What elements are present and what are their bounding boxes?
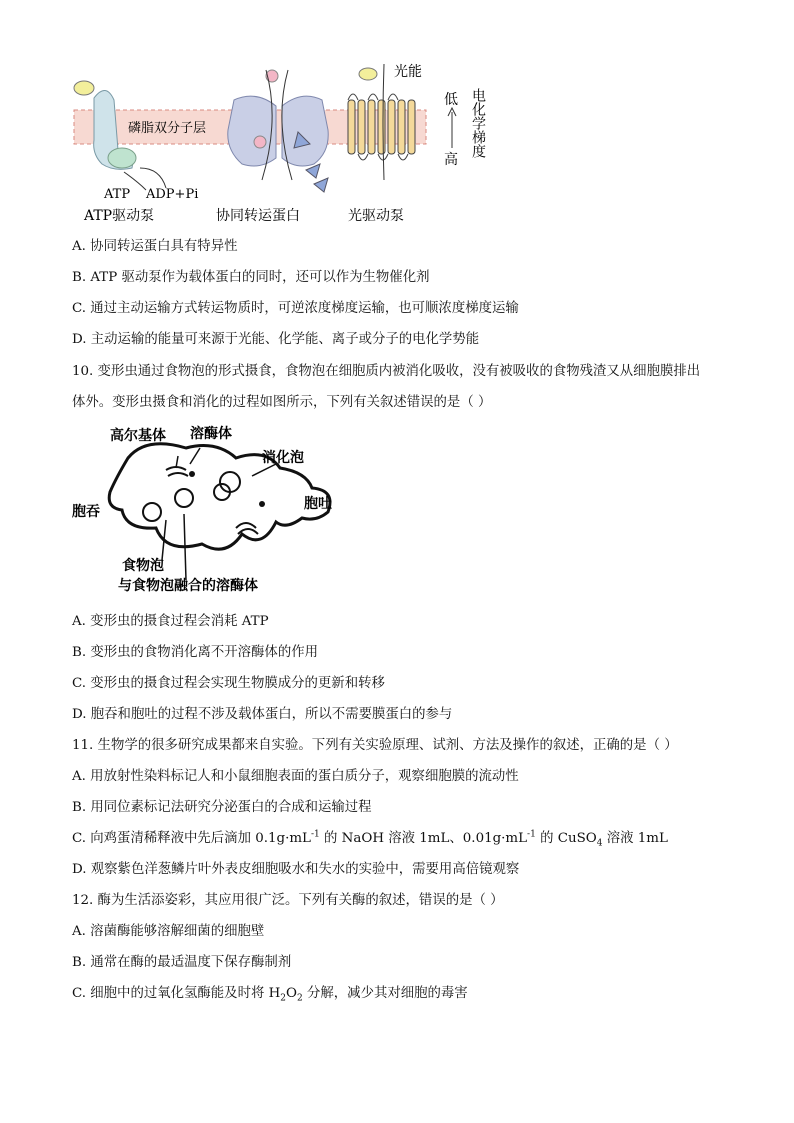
fig-food-vacuole-label: 食物泡: [122, 558, 164, 574]
q11-option-a: A. 用放射性染料标记人和小鼠细胞表面的蛋白质分子，观察细胞膜的流动性: [72, 769, 519, 784]
q10-stem-line1: 10. 变形虫通过食物泡的形式摄食，食物泡在细胞质内被消化吸收，没有被吸收的食物残渣又从细胞膜排出: [72, 364, 701, 379]
fig-exocytosis-label: 胞吐: [304, 496, 332, 512]
q11-option-b: B. 用同位素标记法研究分泌蛋白的合成和运输过程: [72, 800, 372, 815]
q9-option-b: B. ATP 驱动泵作为载体蛋白的同时，还可以作为生物催化剂: [72, 270, 430, 285]
light-pump-label: 光驱动泵: [348, 208, 404, 224]
q9-option-c: C. 通过主动运输方式转运物质时，可逆浓度梯度运输，也可顺浓度梯度运输: [72, 301, 519, 316]
q12-option-c: C. 细胞中的过氧化氢酶能及时将 $H_2O_2$ 分解，减少其对细胞的毒害: [72, 986, 468, 1004]
q10-option-a: A. 变形虫的摄食过程会消耗 ATP: [72, 614, 269, 629]
cotransporter-label: 协同转运蛋白: [216, 208, 300, 224]
atp-pump-label: ATP驱动泵: [84, 208, 155, 224]
q10-option-b: B. 变形虫的食物消化离不开溶酶体的作用: [72, 645, 318, 660]
gradient-high: 高: [444, 152, 458, 168]
q11-option-c: C. 向鸡蛋清稀释液中先后滴加 $0.1g\cdot mL^{-1}$ 的 NaOH 溶液 1mL、$0.01g\cdot mL^{-1}$ 的 CuSO$_4$ 溶液 1mL: [72, 829, 668, 849]
q12-option-b: B. 通常在酶的最适温度下保存酶制剂: [72, 955, 292, 970]
cotransporter-left: [228, 96, 276, 166]
fig-fused-label: 与食物泡融合的溶酶体: [118, 578, 258, 594]
q10-stem-line2: 体外。变形虫摄食和消化的过程如图所示，下列有关叙述错误的是（ ）: [72, 395, 492, 410]
gradient-title: 电化学梯度: [470, 88, 486, 158]
q12-option-a: A. 溶菌酶能够溶解细菌的细胞壁: [72, 924, 265, 939]
gradient-low: 低: [444, 92, 458, 108]
q10-option-c: C. 变形虫的摄食过程会实现生物膜成分的更新和转移: [72, 676, 385, 691]
cotransporter-right: [282, 96, 328, 166]
membrane-transport-figure: [66, 60, 506, 230]
ligand-yellow: [74, 81, 94, 95]
q11-stem: 11. 生物学的很多研究成果都来自实验。下列有关实验原理、试剂、方法及操作的叙述，正确的是（ ）: [72, 738, 678, 753]
q11-option-d: D. 观察紫色洋葱鳞片叶外表皮细胞吸水和失水的实验中，需要用高倍镜观察: [72, 862, 520, 877]
atp-label: ATP: [104, 187, 131, 202]
q9-option-a: A. 协同转运蛋白具有特异性: [72, 239, 238, 254]
fig-lysosome-label: 溶酶体: [190, 426, 232, 442]
fig-golgi-label: 高尔基体: [110, 428, 166, 444]
fig-phagocytosis-label: 胞吞: [72, 504, 100, 520]
amoeba-figure: [66, 418, 356, 600]
light-pump-shape: [348, 100, 415, 154]
fig-digestive-label: 消化泡: [262, 450, 304, 466]
q12-stem: 12. 酶为生活添姿彩，其应用很广泛。下列有关酶的叙述，错误的是（ ）: [72, 893, 504, 908]
q10-option-d: D. 胞吞和胞吐的过程不涉及载体蛋白，所以不需要膜蛋白的参与: [72, 707, 453, 722]
q9-option-d: D. 主动运输的能量可来源于光能、化学能、离子或分子的电化学势能: [72, 332, 480, 347]
light-label: 光能: [394, 64, 422, 80]
adp-label: ADP+Pi: [146, 187, 199, 202]
membrane-label: 磷脂双分子层: [128, 121, 207, 136]
